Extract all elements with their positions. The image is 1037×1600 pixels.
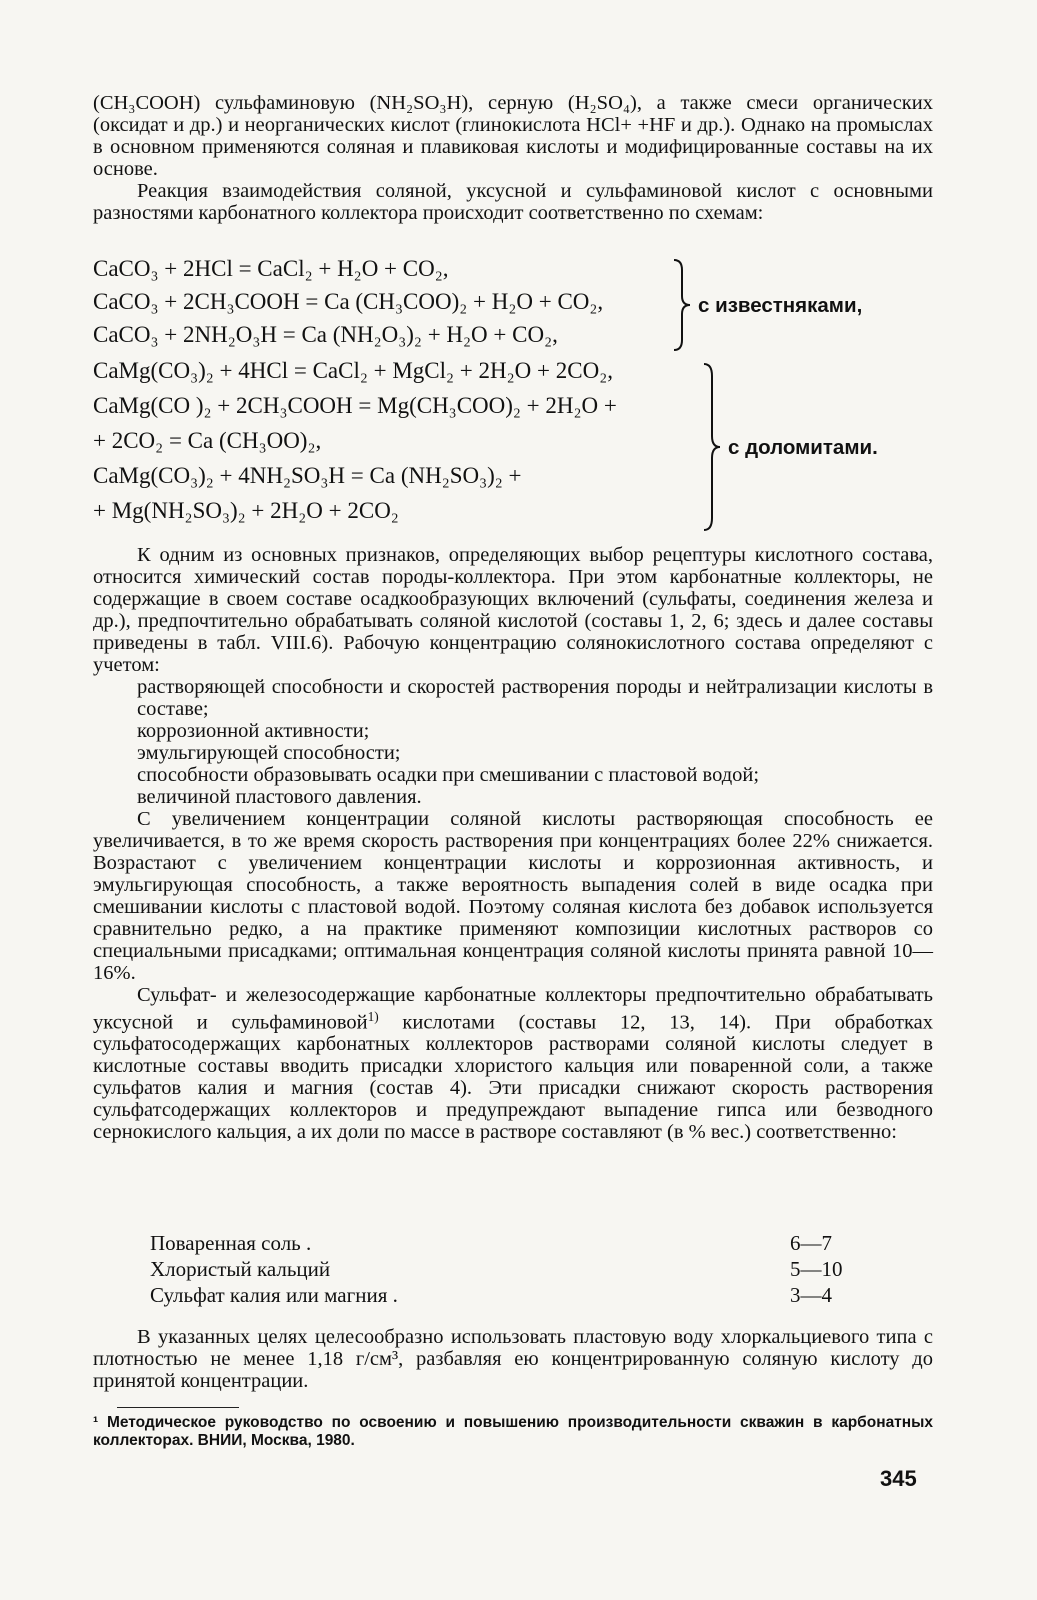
label-dolomite: с доломитами. <box>728 436 878 459</box>
criteria-list <box>137 676 933 808</box>
table-row <box>150 1256 870 1282</box>
footnote-ref: 1) <box>367 1009 379 1024</box>
list-item: растворяющей способности и скоростей растворения породы и нейтрализации кислоты в составе; <box>137 676 933 720</box>
equation-dolomite-2: CaMg(CO )₂ + 2CH₃COOH = Mg(CH₃COO)₂ + 2H₂O + <box>93 393 617 418</box>
table-cell-value: 3—4 <box>790 1283 832 1307</box>
equation-dolomite-1: CaMg(CO₃)₂ + 4HCl = CaCl₂ + MgCl₂ + 2H₂O + 2CO₂, <box>93 358 613 383</box>
paragraph-sulfate <box>93 984 933 1143</box>
table-cell-name: Поваренная соль . <box>150 1231 312 1255</box>
body-block <box>93 544 933 1143</box>
equation-limestone-2: CaCO₃ + 2CH₃COOH = Ca (CH₃COO)₂ + H₂O + CO₂, <box>93 289 604 314</box>
equation-limestone-1: CaCO₃ + 2HCl = CaCl₂ + H₂O + CO₂, <box>93 256 449 281</box>
intro-block <box>93 92 933 224</box>
list-item: коррозионной активности; <box>137 720 370 742</box>
table-cell-name: Сульфат калия или магния . <box>150 1283 398 1307</box>
paragraph-intro-1: (CH₃COOH) сульфаминовую (NH₂SO₃H), серную (H₂SO₄), а также смеси органических (оксидат и др.) и неорганических кислот (глинокислота HCl+ +HF и др.). Однако на промыслах в основном применяются соляная и плавиковая кислоты и модифицированные составы на их основе. <box>93 92 933 180</box>
table-cell-value: 5—10 <box>790 1257 843 1281</box>
paragraph-sulfate-start: Сульфат- и железосодержащие карбонатные коллекторы предпочтительно обрабатывать уксусной и сульфаминовой <box>93 984 933 1034</box>
list-item: способности образовывать осадки при смешивании с пластовой водой; <box>137 764 760 786</box>
table-row <box>150 1282 870 1308</box>
paragraph-composition: К одним из основных признаков, определяющих выбор рецептуры кислотного состава, относится химический состав породы-коллектора. При этом карбонатные коллекторы, не содержащие в своем составе осадкообразующих включений (сульфаты, соединения железа и др.), предпочтительно обрабатывать соляной кислотой (составы 1, 2, 6; здесь и далее составы приведены в табл. VIII.6). Рабочую концентрацию солянокислотного состава определяют с учетом: <box>93 544 933 676</box>
table-cell-value: 6—7 <box>790 1231 832 1255</box>
paragraph-closing: В указанных целях целесообразно использовать пластовую воду хлоркальциевого типа с плотностью не менее 1,18 г/см³, разбавляя ею концентрированную соляную кислоту до принятой концентрации. <box>93 1326 933 1392</box>
brace-dolomite-icon <box>702 362 722 532</box>
paragraph-intro-2: Реакция взаимодействия соляной, уксусной и сульфаминовой кислот с основными разностями карбонатного коллектора происходит соответственно по схемам: <box>93 180 933 224</box>
label-limestone: с известняками, <box>698 294 863 317</box>
equation-dolomite-3: + 2CO₂ = Ca (CH₃OO)₂, <box>93 428 322 453</box>
brace-limestone-icon <box>672 258 692 352</box>
list-item: величиной пластового давления. <box>137 786 422 808</box>
additives-table <box>150 1230 870 1308</box>
paragraph-concentration: С увеличением концентрации соляной кислоты растворяющая способность ее увеличивается, в то же время скорость растворения при концентрациях более 22% снижается. Возрастают с увеличением концентрации кислоты и коррозионная активность, и эмульгирующая способность, а также вероятность выпадения солей в виде осадка при смешивании кислоты с пластовой водой. Поэтому соляная кислота без добавок используется сравнительно редко, а на практике применяют композиции кислотных растворов со специальными присадками; оптимальная концентрация соляной кислоты принята равной 10—16%. <box>93 808 933 984</box>
page-number: 345 <box>880 1466 917 1491</box>
equation-dolomite-5: + Mg(NH₂SO₃)₂ + 2H₂O + 2CO₂ <box>93 498 399 523</box>
footnote: ¹ Методическое руководство по освоению и повышению производительности скважин в карбонатных коллекторах. ВНИИ, Москва, 1980. <box>93 1414 933 1449</box>
table-cell-name: Хлористый кальций <box>150 1257 331 1281</box>
table-row <box>150 1230 870 1256</box>
list-item: эмульгирующей способности; <box>137 742 401 764</box>
equation-limestone-3: CaCO₃ + 2NH₂O₃H = Ca (NH₂O₃)₂ + H₂O + CO₂, <box>93 322 558 347</box>
footnote-divider <box>117 1407 239 1408</box>
equation-dolomite-4: CaMg(CO₃)₂ + 4NH₂SO₃H = Ca (NH₂SO₃)₂ + <box>93 463 522 488</box>
paragraph-sulfate-end: кислотами (составы 12, 13, 14). При обработках сульфатосодержащих карбонатных коллекторов растворами соляной кислоты следует в кислотные составы вводить присадки хлористого кальция или поваренной соли, а также сульфатов калия и магния (состав 4). Эти присадки снижают скорость растворения сульфатсодержащих коллекторов и предупреждают выпадение гипса или безводного сернокислого кальция, а их доли по массе в растворе составляют (в % вес.) соответственно: <box>93 1011 933 1144</box>
